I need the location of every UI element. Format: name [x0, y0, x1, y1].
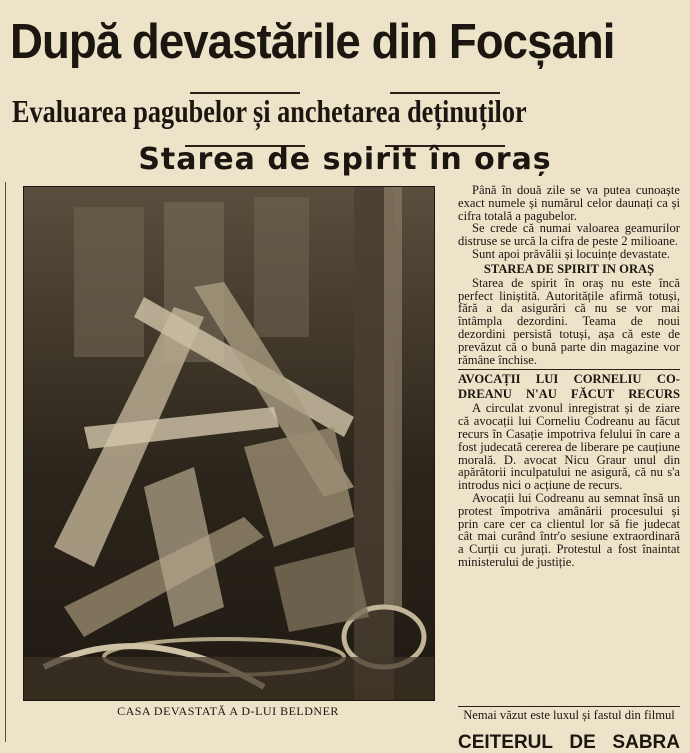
divider [458, 369, 680, 370]
section-heading: DREANU N'AU FĂCUT RECURS [458, 387, 680, 402]
next-article-teaser [458, 706, 680, 721]
column-rule [5, 182, 6, 742]
paragraph: A circulat zvonul inregistrat și de ziare că avocații lui Corneliu Codreanu au făcut recurs în Casație impotriva felului în care a fost judecată cererea de liberare pe cauțiune morală. D. avocat Nicu Graur unul din apărătorii inculpatului ne asigură, că nu s'a introdus nici o acțiune de recurs. [458, 401, 680, 493]
photo-caption: CASA DEVASTATĂ A D-LUI BELDNER [117, 704, 339, 718]
paragraph: Avocații lui Codreanu au semnat însă un protest împotriva amânării procesului și prin care cer ca clientul lor să fie judecat cât mai curând într'o sesiune extraordinară a Curții cu jurați. Protestul a fost înaintat ministerului de justiție. [458, 490, 680, 569]
paragraph: Până în două zile se va putea cunoaște exact numele și numărul celor daunați ca și cifra totală a pagubelor. [458, 183, 680, 223]
devastated-room-illustration [24, 187, 434, 700]
section-heading: STAREA DE SPIRIT IN ORAȘ [483, 261, 655, 276]
next-article-heading: CEITERUL DE SABRA [458, 733, 680, 753]
deck-heading: Starea de spirit în oraș [138, 142, 552, 177]
paragraph: Sunt apoi prăvălii și locuințe devastate. [472, 246, 670, 261]
paragraph: Starea de spirit în oraș nu este încă perfect liniștită. Autoritățile afirmă totuși, fără a da asigurări că nu se vor mai întâmpla dezordini. Teama de noui dezordini persistă totuși, așa că este de prevăzut că o bună parte din magazine vor rămâne închise. [458, 275, 680, 367]
headline: După devastările din Focșani [10, 15, 615, 69]
article-column [458, 184, 680, 569]
divider [458, 706, 680, 707]
section-heading: AVOCAȚII LUI CORNELIU CO- [458, 372, 680, 387]
subheadline: Evaluarea pagubelor și anchetarea deținuților [12, 93, 527, 129]
paragraph: Se crede că numai valoarea geamurilor distruse se urcă la cifra de peste 2 milioane. [458, 221, 680, 249]
teaser-text: Nemai văzut este luxul și fastul din filmul [463, 708, 675, 722]
news-photo [23, 186, 435, 701]
